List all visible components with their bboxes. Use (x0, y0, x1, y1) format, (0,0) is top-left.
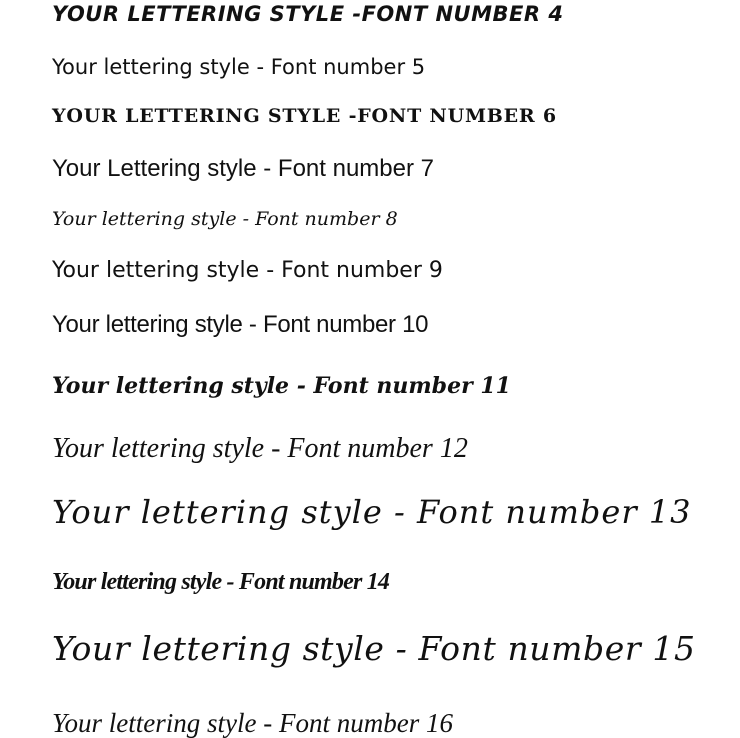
font-sample-13: Your lettering style - Font number 13 (52, 493, 692, 531)
font-sample-8: Your lettering style - Font number 8 (52, 208, 398, 230)
font-sample-7: Your Lettering style - Font number 7 (52, 155, 434, 182)
font-sample-6: YOUR LETTERING STYLE -FONT NUMBER 6 (52, 105, 557, 127)
font-sample-12: Your lettering style - Font number 12 (52, 433, 468, 464)
font-sample-4: YOUR LETTERING STYLE -FONT NUMBER 4 (52, 2, 564, 26)
font-sample-16: Your lettering style - Font number 16 (52, 708, 453, 738)
font-sample-10: Your lettering style - Font number 10 (52, 311, 429, 338)
font-sample-14: Your lettering style - Font number 14 (52, 569, 390, 595)
font-sample-5: Your lettering style - Font number 5 (52, 55, 426, 79)
font-sample-9: Your lettering style - Font number 9 (52, 258, 443, 283)
font-sample-15: Your lettering style - Font number 15 (52, 629, 696, 668)
font-sample-11: Your lettering style - Font number 11 (52, 373, 511, 399)
